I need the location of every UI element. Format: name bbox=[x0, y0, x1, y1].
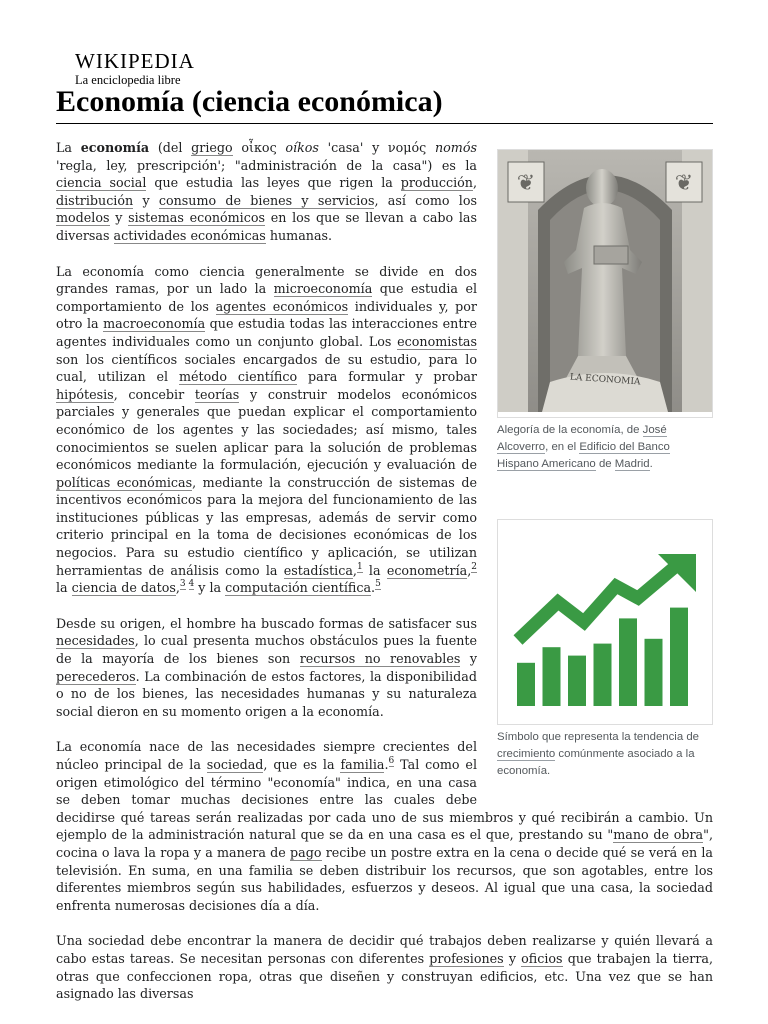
link-consumo[interactable]: consumo de bienes y servicios bbox=[158, 192, 375, 208]
link-teorias[interactable]: teorías bbox=[194, 386, 240, 402]
growth-caption: Símbolo que representa la tendencia de crecimiento comúnmente asociado a la economía. bbox=[497, 731, 700, 778]
title-divider bbox=[56, 123, 713, 124]
growth-image[interactable] bbox=[497, 519, 713, 726]
link-metodo-cientifico[interactable]: método científico bbox=[179, 369, 298, 385]
growth-bar bbox=[619, 618, 637, 706]
link-pago[interactable]: pago bbox=[290, 844, 322, 860]
link-estadistica[interactable]: estadística bbox=[283, 562, 353, 578]
link-agentes-economicos[interactable]: agentes económicos bbox=[215, 298, 349, 314]
link-produccion[interactable]: producción bbox=[400, 175, 473, 191]
paragraph-4: La economía nace de las necesidades siempre crecientes del núcleo principal de la sociedad, que es la familia.$^6$ Tal como el origen etimológico del término "economía" indica, en una casa se deben tomar muchas decisiones entre las cuales debe decidirse qué tareas serán realizadas por cada uno de sus miembros y qué recibirán a cambio. Un ejemplo de la administración natural que se da en una casa es el que, prestando su "mano de obra", cocina o lava la ropa y a manera de pago recibe un postre extra en la cena o decide qué se verá en la televisión. En suma, en una familia se deben distribuir los recursos, que son agotables, entre los diferentes miembros según sus habilidades, esfuerzos y deseos. Al igual que una casa, la sociedad enfrenta numerosas decisiones día a día. bbox=[56, 739, 713, 913]
ref-3[interactable]: 3 bbox=[179, 579, 186, 590]
ref-5[interactable]: 5 bbox=[375, 579, 381, 590]
link-mano-de-obra[interactable]: mano de obra bbox=[613, 827, 704, 843]
link-griego[interactable]: griego bbox=[191, 140, 233, 155]
link-economistas[interactable]: economistas bbox=[397, 333, 477, 349]
link-jose-alcoverro[interactable]: José Alcoverro bbox=[497, 423, 667, 453]
svg-text:❦: ❦ bbox=[516, 171, 536, 196]
link-computacion-cientifica[interactable]: computación científica bbox=[225, 580, 372, 596]
ref-4[interactable]: 4 bbox=[188, 579, 195, 590]
logo-tagline: La enciclopedia libre bbox=[75, 73, 181, 87]
link-profesiones[interactable]: profesiones bbox=[429, 950, 504, 966]
link-modelos[interactable]: modelos bbox=[56, 210, 110, 226]
link-distribucion[interactable]: distribución bbox=[56, 192, 134, 208]
link-perecederos[interactable]: perecederos bbox=[56, 668, 136, 684]
paragraph-3: Desde su origen, el hombre ha buscado formas de satisfacer sus necesidades, lo cual presenta muchos obstáculos pues la fuente de la mayoría de los bienes son recursos no renovables y perecederos. La combinación de estos factores, la disponibilidad o no de los bienes, las necesidades humanas y su naturaleza social dieron en su momento origen a la economía. bbox=[56, 615, 478, 719]
growth-bar bbox=[594, 643, 612, 705]
link-sistemas-economicos[interactable]: sistemas económicos bbox=[128, 210, 265, 226]
link-sociedad[interactable]: sociedad bbox=[206, 757, 264, 772]
statue-figure bbox=[497, 149, 713, 473]
link-ciencia-de-datos[interactable]: ciencia de datos bbox=[71, 580, 176, 596]
growth-bar bbox=[568, 655, 586, 705]
ref-1[interactable]: 1 bbox=[356, 561, 363, 572]
statue-image[interactable] bbox=[497, 149, 713, 418]
logo-wordmark: WIKIPEDIA bbox=[75, 49, 195, 73]
statue-caption: Alegoría de la economía, de José Alcoverro, en el Edificio del Banco Hispano Americano de Madrid. bbox=[497, 423, 670, 470]
growth-bar bbox=[543, 647, 561, 706]
statue-inscription: LA ECONOMIA bbox=[569, 372, 641, 388]
link-politicas-economicas[interactable]: políticas económicas bbox=[56, 474, 193, 490]
growth-bar bbox=[645, 638, 663, 705]
link-hipotesis[interactable]: hipótesis bbox=[56, 386, 114, 402]
svg-text:❦: ❦ bbox=[674, 171, 694, 196]
paragraph-2: La economía como ciencia generalmente se divide en dos grandes ramas, por un lado la microeconomía que estudia el comportamiento de los agentes económicos individuales y, por otro la macroeconomía que estudia todas las interacciones entre agentes individuales como un conjunto global. Los economistas son los científicos sociales encargados de su estudio, para lo cual, utilizan el método científico para formular y probar hipótesis, concebir teorías y construir modelos económicos parciales y generales que puedan explicar el comportamiento económico de los agentes y las sociedades; así mismo, tales conocimientos se suelen aplicar para la solución de problemas económicos mediante la formulación, ejecución y evaluación de políticas económicas, mediante la construcción de sistemas de incentivos económicos para la mejora del funcionamiento de las instituciones públicas y las empresas, además de servir como criterio principal en la toma de decisiones económicas de los negocios. Para su estudio científico y aplicación, se utilizan herramientas de análisis como la estadística,$^1$ la econometría,$^2$ la ciencia de datos,$^3$ $^4$ y la computación científica.$^5$ bbox=[56, 263, 478, 596]
link-ciencia-social[interactable]: ciencia social bbox=[56, 175, 147, 191]
growth-bar bbox=[517, 662, 535, 705]
growth-chart-icon bbox=[498, 520, 712, 720]
wikipedia-logo[interactable] bbox=[75, 50, 195, 87]
link-necesidades[interactable]: necesidades bbox=[56, 633, 135, 649]
link-familia[interactable]: familia bbox=[340, 757, 385, 772]
link-econometria[interactable]: econometría bbox=[386, 562, 468, 578]
page-title: Economía (ciencia económica) bbox=[56, 85, 443, 118]
link-actividades-economicas[interactable]: actividades económicas bbox=[113, 227, 266, 243]
article-body bbox=[56, 139, 713, 1021]
paragraph-5: Una sociedad debe encontrar la manera de decidir qué trabajos deben realizarse y quién llevará a cabo estas tareas. Se necesitan personas con diferentes profesiones y oficios que trabajen la tierra, otras que confeccionen ropa, otras que diseñen y construyan edificios, etc. Una vez que se han asignado las diversas bbox=[56, 933, 713, 1002]
growth-bar bbox=[670, 607, 688, 705]
growth-figure bbox=[497, 519, 713, 781]
statue-illustration bbox=[498, 150, 712, 412]
link-macroeconomia[interactable]: macroeconomía bbox=[103, 316, 206, 332]
link-madrid[interactable]: Madrid bbox=[614, 457, 650, 470]
paragraph-1: La economía (del griego οἶκος oíkos 'casa' y νομός nomós 'regla, ley, prescripción'; "administración de la casa") es la ciencia social que estudia las leyes que rigen la producción, distribución y consumo de bienes y servicios, así como los modelos y sistemas económicos en los que se llevan a cabo las diversas actividades económicas humanas. bbox=[56, 140, 478, 243]
link-recursos-no-renovables[interactable]: recursos no renovables bbox=[299, 651, 461, 667]
link-microeconomia[interactable]: microeconomía bbox=[273, 281, 373, 297]
ref-2[interactable]: 2 bbox=[471, 561, 477, 572]
link-crecimiento[interactable]: crecimiento bbox=[497, 748, 556, 761]
link-edificio-banco[interactable]: Edificio del Banco Hispano Americano bbox=[497, 440, 670, 470]
link-oficios[interactable]: oficios bbox=[521, 950, 563, 966]
ref-6[interactable]: 6 bbox=[388, 756, 395, 766]
